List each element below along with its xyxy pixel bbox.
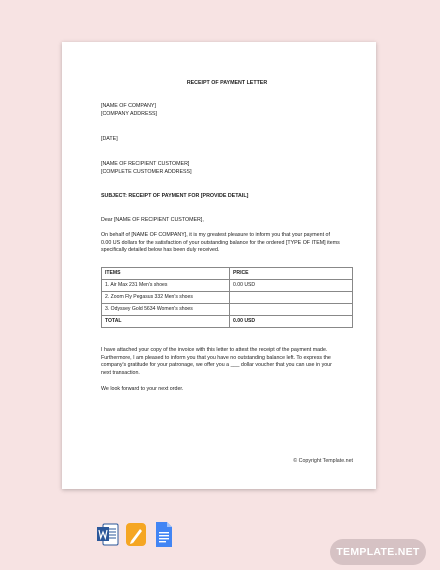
recipient-name: [NAME OF RECIPIENT CUSTOMER] [101, 161, 190, 167]
closing-line: We look forward to your next order. [101, 386, 184, 392]
company-name: [NAME OF COMPANY] [101, 103, 156, 109]
items-table [101, 267, 353, 328]
item-price [230, 292, 353, 304]
template-net-badge[interactable]: TEMPLATE.NET [330, 539, 426, 565]
recipient-address: [COMPLETE CUSTOMER ADDRESS] [101, 169, 192, 175]
item-name: 1. Air Max 231 Men's shoes [102, 280, 230, 292]
item-name: 2. Zoom Fly Pegasus 332 Men's shoes [102, 292, 230, 304]
item-name: 3. Odyssey Gold 5634 Women's shoes [102, 304, 230, 316]
table-row [102, 292, 353, 304]
table-header-row [102, 268, 353, 280]
item-price: 0.00 USD [230, 280, 353, 292]
letter-subject: SUBJECT: RECEIPT OF PAYMENT FOR [PROVIDE DETAIL] [101, 193, 249, 199]
table-row [102, 304, 353, 316]
letter-page [62, 42, 376, 489]
body-paragraph-2: I have attached your copy of the invoice with this letter to attest the receipt of the payment made. Furthermore, I am pleased to inform you that you have no outstanding balance left. To express the company's gratitude for your patronage, we offer you a ___ dollar voucher that you can use in your next transaction. [101, 347, 332, 376]
item-price [230, 304, 353, 316]
table-total-row [102, 316, 353, 328]
table-header-price: PRICE [230, 268, 353, 280]
letter-title: RECEIPT OF PAYMENT LETTER [186, 80, 268, 86]
table-header-items: ITEMS [102, 268, 230, 280]
word-icon[interactable] [97, 521, 119, 548]
total-label: TOTAL [102, 316, 230, 328]
google-docs-icon[interactable] [153, 521, 175, 548]
body-paragraph-1: On behalf of [NAME OF COMPANY], it is my greatest pleasure to inform you that your payment of 0.00 US dollars for the satisfaction of your outstanding balance for the ordered [TYPE OF ITEM] items specifically detailed below has been duly received. [101, 232, 340, 254]
pages-icon[interactable] [125, 521, 147, 548]
copyright-text: © Copyright Template.net [293, 458, 353, 464]
company-address: [COMPANY ADDRESS] [101, 111, 158, 117]
salutation: Dear [NAME OF RECIPIENT CUSTOMER], [101, 217, 204, 223]
letter-date: [DATE] [101, 136, 118, 142]
total-value: 0.00 USD [230, 316, 353, 328]
table-row [102, 280, 353, 292]
